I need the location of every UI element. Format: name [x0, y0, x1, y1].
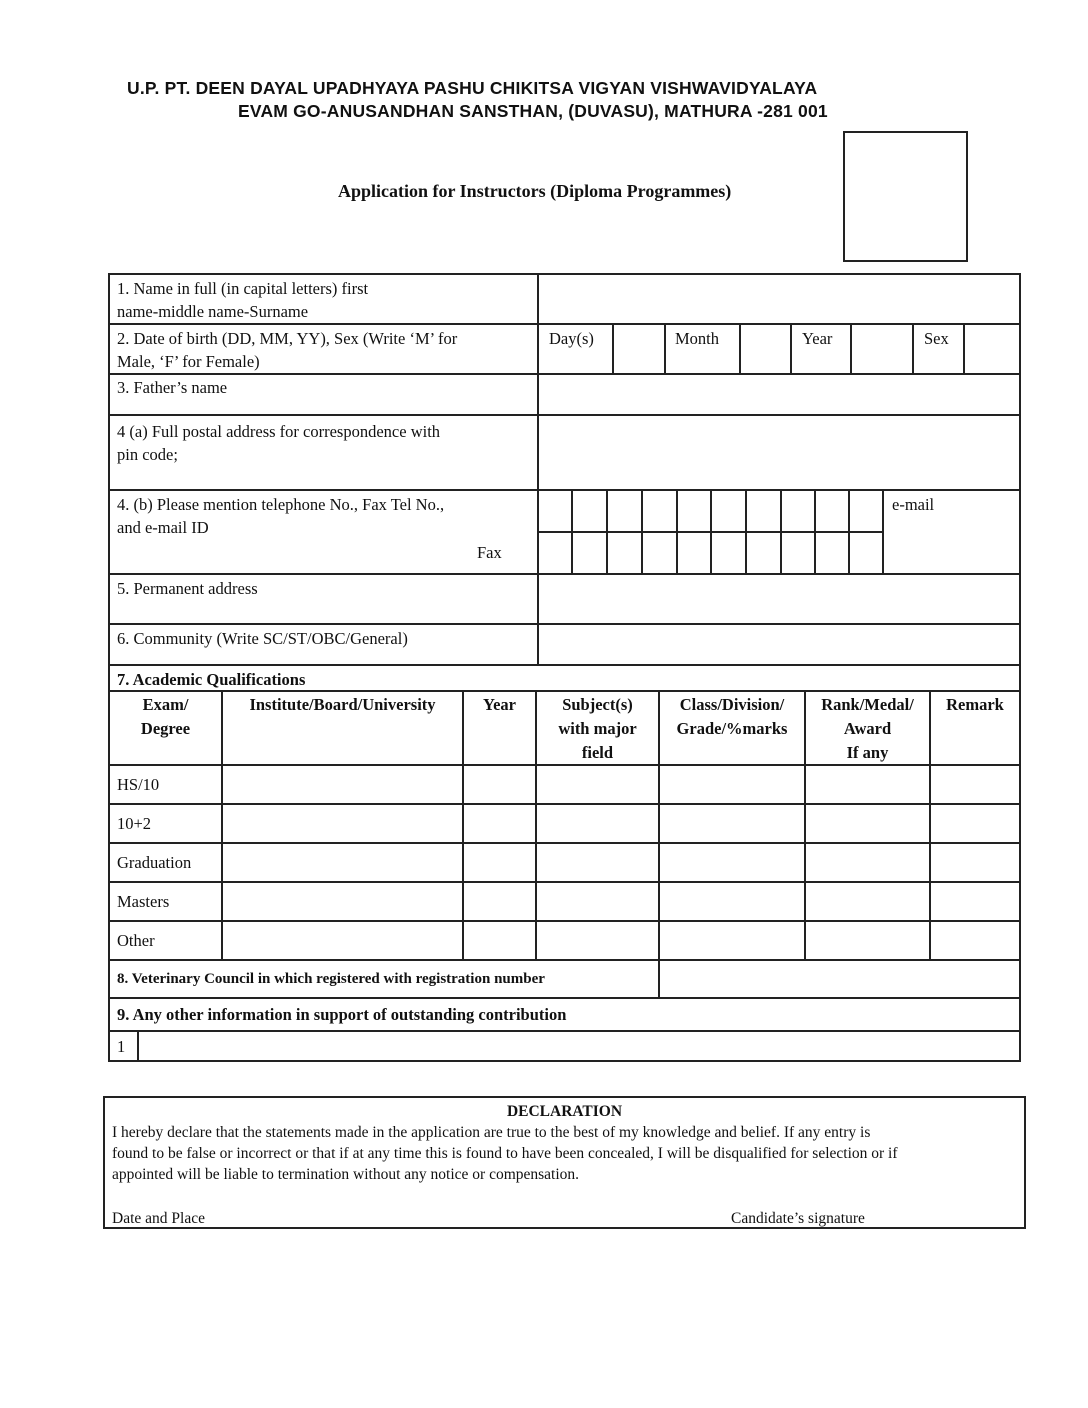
name-label-line1: 1. Name in full (in capital letters) first	[117, 279, 369, 298]
form-title: Application for Instructors (Diploma Programmes)	[338, 181, 732, 201]
academic-row-label: Graduation	[117, 853, 192, 872]
col-header-year: Year	[483, 695, 516, 714]
academic-row-other-cells[interactable]	[223, 922, 1018, 958]
col-header-institute: Institute/Board/University	[249, 695, 436, 714]
telephone-digit-boxes[interactable]	[539, 491, 881, 530]
postal-address-field[interactable]	[539, 416, 1018, 488]
declaration-title: DECLARATION	[506, 1103, 623, 1120]
dob-day-label: Day(s)	[549, 329, 594, 348]
declaration-line2: found to be false or incorrect or that if at any time this is found to have been concealed, I will be disqualified for selection or if	[112, 1145, 898, 1162]
fax-digit-boxes[interactable]	[539, 533, 881, 572]
dob-year-field[interactable]	[852, 325, 911, 372]
name-label-line2: name-middle name-Surname	[117, 302, 309, 321]
col-header-class: Class/Division/ Grade/%marks	[676, 695, 788, 738]
col-header-remark: Remark	[946, 695, 1004, 714]
sex-field[interactable]	[965, 325, 1018, 372]
dob-day-field[interactable]	[614, 325, 663, 372]
col-header-subjects: Subject(s) with major field	[558, 695, 637, 762]
father-name-label: 3. Father’s name	[117, 378, 228, 397]
contact-label-line1: 4. (b) Please mention telephone No., Fax Tel No.,	[117, 495, 445, 514]
dob-year-label: Year	[802, 329, 833, 348]
academic-row-label: HS/10	[117, 775, 160, 794]
veterinary-council-label: 8. Veterinary Council in which registered with registration number	[117, 971, 545, 987]
veterinary-council-field[interactable]	[660, 961, 1018, 996]
col-header-rank: Rank/Medal/ Award If any	[821, 695, 914, 762]
university-name-line2: EVAM GO-ANUSANDHAN SANSTHAN, (DUVASU), MATHURA -281 001	[238, 101, 828, 121]
candidate-signature-label: Candidate’s signature	[731, 1210, 865, 1227]
dob-month-field[interactable]	[741, 325, 789, 372]
photo-box[interactable]	[843, 131, 968, 262]
academic-row-masters-cells[interactable]	[223, 883, 1018, 919]
academic-qualifications-title: 7. Academic Qualifications	[117, 670, 306, 689]
sex-label: Sex	[924, 329, 949, 348]
date-and-place-label: Date and Place	[112, 1210, 205, 1227]
academic-row-10plus2-cells[interactable]	[223, 805, 1018, 841]
academic-row-label: Other	[117, 931, 155, 950]
dob-label-line2: Male, ‘F’ for Female)	[117, 352, 260, 371]
other-information-label: 9. Any other information in support of outstanding contribution	[117, 1005, 567, 1024]
academic-row-label: 10+2	[117, 814, 152, 833]
postal-address-label-line2: pin code;	[117, 445, 178, 464]
postal-address-label-line1: 4 (a) Full postal address for correspondence with	[117, 422, 441, 441]
community-label: 6. Community (Write SC/ST/OBC/General)	[117, 629, 408, 648]
community-field[interactable]	[539, 625, 1018, 663]
university-name-line1: U.P. PT. DEEN DAYAL UPADHYAYA PASHU CHIKITSA VIGYAN VISHWAVIDYALAYA	[127, 78, 818, 98]
father-name-field[interactable]	[539, 375, 1018, 413]
other-information-field[interactable]	[139, 1032, 1018, 1059]
academic-row-label: Masters	[117, 892, 170, 911]
contact-label-line2: and e-mail ID	[117, 518, 209, 537]
name-field[interactable]	[539, 275, 1018, 322]
permanent-address-label: 5. Permanent address	[117, 579, 258, 598]
declaration-line1: I hereby declare that the statements made in the application are true to the best of my knowledge and belief. If any entry is	[112, 1124, 871, 1141]
dob-label-line1: 2. Date of birth (DD, MM, YY), Sex (Write ‘M’ for	[117, 329, 458, 348]
academic-row-hs10-cells[interactable]	[223, 766, 1018, 802]
dob-month-label: Month	[675, 329, 720, 348]
email-field[interactable]	[884, 517, 1018, 572]
permanent-address-field[interactable]	[539, 575, 1018, 622]
col-header-exam: Exam/ Degree	[140, 695, 191, 738]
fax-label: Fax	[477, 543, 502, 562]
other-information-row-number: 1	[117, 1037, 126, 1056]
email-label: e-mail	[892, 495, 935, 514]
academic-row-graduation-cells[interactable]	[223, 844, 1018, 880]
declaration-line3: appointed will be liable to termination without any notice or compensation.	[112, 1166, 580, 1183]
